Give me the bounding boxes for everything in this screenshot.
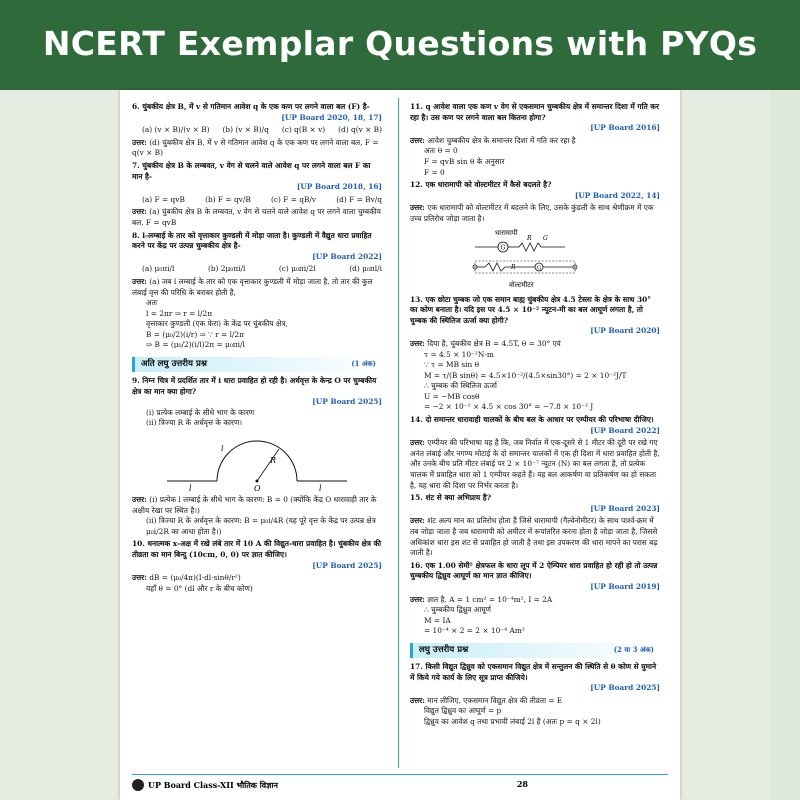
left-column: 6. चुंबकीय क्षेत्र B, में v से गतिमान आवेश q के एक कण पर लगने वाला बल (F) है- [UP Board 2020, 18, 17] (a) (v × B)/(v × B) (b) (v × B)/q (c) q(B × v) (d) q(v × B) उत्तर: (d) चुंबकीय क्षेत्र B, में v से गतिमान आवेश q के एक कण पर लगने वाला बल, F = q(v × B) 7. चुंबकीय क्षेत्र B के लम्बवत, v वेग से चलने वाले आवेश q पर लगने वाला बल F का मान है- [UP Board 2018, 16] (a) F = qvB (b) F = qv/B (c) F = qB/v (d) F = Bv/q उत्तर: (a) चुंबकीय क्षेत्र B के लम्बवत, v वेग से चलने वाले आवेश q पर लगने वाला चुम्बकीय बल, F = qvB 8. l-लम्बाई के तार को वृत्ताकार कुण्डली में मोड़ा जाता है। कुण्डली में वैद्युत धारा प्रवाहित करने पर केंद्र पर उत्पन्न चुम्बकीय क्षेत्र है- [UP Board 2022] (a) μ₀πi/l (b) 2μ₀πi/l (c) μ₀πi/2l (d) μ₀πl/i उत्तर: (a) जब l लम्बाई के तार को एक वृत्ताकार कुण्डली में मोड़ा जाता है, तो तार की कुल लंबाई वृत्त की परिधि के बराबर होती है, अतः l = 2πr ⇒ r = l/2π वृत्ताकार कुण्डली (एक फेरा) के केंद्र पर चुंबकीय क्षेत्र, B = (μ₀/2)(i/r) ⇒ ∵ r = l/2π ⇒ B = (μ₀/2)(i/l)2π = μ₀πi/l अति लघु उत्तरीय प्रश्न (1 अंक) 9. निम्न चित्र में प्रदर्शित तार में i धारा प्रवाहित हो रही है। अर्धवृत्त के केन्द्र O पर चुम्बकीय क्षेत्र का मान क्या होगा? [UP Board 2025] (i) प्रत्येक लम्बाई के सीधे भाग के कारण (ii) त्रिज्या R के अर्धवृत्त के कारण। R i O l l उत्तर: (i) प्रत्येक l लम्बाई के सीधे भाग के कारण: B = 0 (क्योंकि केंद्र O धारावाही तार के अक्षीय रेखा पर स्थित है।) (ii) त्रिज्या R के अर्धवृत्त के कारण: B = μ₀i/4R (यह पूरे वृत्त के केंद्र पर उत्पन्न क्षेत्र μ₀i/2R का आधा होता है।) 10. धनात्मक x-अक्ष में रखे लंबे तार में 10 A की विद्युत-धारा प्रवाहित है। चुंबकीय क्षेत्र की तीव्रता का मान बिन्दु (10cm, 0, 0) पर ज्ञात कीजिए। [UP Board 2025] उत्तर: dB = (μ₀/4π)(I·dl·sinθ/r²) यहाँ θ = 0° (dl और r के बीच कोण) [132,102,382,593]
options: (a) (v × B)/(v × B) (b) (v × B)/q (c) q(B × v) (d) q(v × B) [142,125,382,135]
answer-8: उत्तर: (a) जब l लम्बाई के तार को एक वृत्ताकार कुण्डली में मोड़ा जाता है, तो तार की कुल लंबाई वृत्त की परिधि के बराबर होती है, [132,276,373,297]
page-number: 28 [516,779,528,789]
answer-7: उत्तर: (a) चुंबकीय क्षेत्र B के लम्बवत, v वेग से चलने वाले आवेश q पर लगने वाला चुम्बकीय बल, F = qvB [132,207,381,227]
answer-15: उत्तर: शंट अल्प मान का प्रतिरोध होता है जिसे धारामापी (गैल्वेनोमीटर) के साथ पार्श्व-क्रम में तब जोड़ा जाता है जब धारामापी को अमीटर में रूपांतरित करना होता है जोड़ा जाता है, जिससे अधिकांश धारा इस शंट से प्रवाहित हो जाती है तथा इस उपकरण की धारा मापने का परास बढ़ जाती है। [410,516,658,558]
answer-10: उत्तर: dB = (μ₀/4π)(I·dl·sinθ/r²) [132,573,241,583]
question-6: 6. चुंबकीय क्षेत्र B, में v से गतिमान आवेश q के एक कण पर लगने वाला बल (F) है- [UP Board 2020, 18, 17] [132,102,382,122]
section-header-short: लघु उत्तरीय प्रश्न (2 या 3 अंक) [410,643,660,658]
svg-text:R: R [527,234,532,242]
question-17: 17. किसी विद्युत द्विध्रुव को एकसमान विद्युत क्षेत्र में सन्तुलन की स्थिति से θ कोण से घुमाने में किये गये कार्य के लिए सूत्र प्राप्त कीजिये। [UP Board 2025] [410,661,660,693]
svg-text:G: G [543,234,548,242]
label-galvanometer: धारामापी [495,228,518,237]
board-ref: [UP Board 2020, 18, 17] [281,112,382,122]
answer-12: उत्तर: एक धारामापी को वोल्टमीटर में बदलने के लिए, उसके कुंडली के साथ श्रेणीक्रम में एक उच्च प्रतिरोध जोड़ा जाता है। [410,203,654,223]
semicircle-wire-figure [157,431,357,493]
label-i: i [221,444,224,454]
label-O: O [254,484,261,494]
board-ref: [UP Board 2019] [590,581,660,591]
question-16: 16. एक 1.00 सेमी² क्षेत्रफल के धारा लूप में 2 ऐम्पियर धारा प्रवाहित हो रही हो तो उत्पन्न चुम्बकीय द्विध्रुव आघूर्ण का मान ज्ञात कीजिए। [UP Board 2019] [410,560,660,591]
board-ref: [UP Board 2025] [312,397,382,407]
board-ref: [UP Board 2018, 16] [296,182,382,192]
banner-title: NCERT Exemplar Questions with PYQs [42,24,758,63]
question-8: 8. l-लम्बाई के तार को वृत्ताकार कुण्डली में मोड़ा जाता है। कुण्डली में वैद्युत धारा प्रवाहित करने पर केंद्र पर उत्पन्न चुम्बकीय क्षेत्र है- [UP Board 2022] [132,230,382,261]
board-ref: [UP Board 2025] [312,560,382,570]
answer-17: उत्तर: मान लीजिए, एकसमान विद्युत क्षेत्र की तीव्रता = E [410,695,563,705]
book-page [120,90,680,800]
board-ref: [UP Board 2022] [590,425,660,435]
answer-16: उत्तर: ज्ञात है, A = 1 cm² = 10⁻⁴m², I = 2A [410,594,553,604]
answer-13: उत्तर: दिया है, चुंबकीय क्षेत्र B = 4.5T, θ = 30° एवं [410,338,561,348]
publisher-logo-icon [132,779,144,791]
board-ref: [UP Board 2020] [590,326,660,336]
question-15: 15. शंट से क्या अभिप्राय है? [UP Board 2023] [410,493,660,513]
page-footer [132,774,668,791]
decorative-stripe [770,90,800,800]
question-9: 9. निम्न चित्र में प्रदर्शित तार में i धारा प्रवाहित हो रही है। अर्धवृत्त के केन्द्र O पर चुम्बकीय क्षेत्र का मान क्या होगा? [UP Board 2025] [132,376,382,407]
svg-text:R: R [511,263,516,271]
question-10: 10. धनात्मक x-अक्ष में रखे लंबे तार में 10 A की विद्युत-धारा प्रवाहित है। चुंबकीय क्षेत्र की तीव्रता का मान बिन्दु (10cm, 0, 0) पर ज्ञात कीजिए। [UP Board 2025] [132,539,382,570]
board-ref: [UP Board 2022, 14] [574,190,660,200]
board-ref: [UP Board 2022] [312,251,382,261]
svg-text:G: G [500,244,506,252]
answer-11: उत्तर: आवेश चुम्बकीय क्षेत्र के समान्तर दिशा में गति कर रहा है [410,135,576,145]
question-13: 13. एक छोटा चुम्बक जो एक समान बाह्य चुंबकीय क्षेत्र 4.5 टेस्ला के क्षेत्र के साथ 30° का कोण बनाता है। यदि इस पर 4.5 × 10⁻² न्यूटन-मी का बल आघूर्ण लगता है, तो चुम्बक की स्थितिज ऊर्जा क्या होगी? [UP Board 2020] [410,294,660,336]
label-l-left: l [189,484,192,494]
question-12: 12. एक धारामापी को वोल्टमीटर में कैसे बदलते है? [UP Board 2022, 14] [410,180,660,200]
question-14: 14. दो समान्तर धारावाही चालकों के बीच बल के आधार पर एम्पीयर की परिभाषा दीजिए। [UP Board 2022] [410,415,660,435]
answer-14: उत्तर: एम्पीयर की परिभाषा यह है कि, जब निर्वात में एक-दूसरे से 1 मीटर की दूरी पर रखे गए अनंत लंबाई और नगण्य मोटाई के दो समान्तर चालकों में एक ही दिशा में धारा प्रवाहित होती है, और उनके बीच प्रति मीटर लंबाई पर 2 × 10⁻⁷ न्यूटन (N) का बल लगता है, तो प्रत्येक चालक में प्रवाहित धारा को 1 एम्पीयर कहते हैं। यह बल आकर्षण या प्रतिकर्षण का हो सकता है, यह धारा की दिशा पर निर्भर करता है। [410,438,660,490]
question-7: 7. चुंबकीय क्षेत्र B के लम्बवत, v वेग से चलने वाले आवेश q पर लगने वाला बल F का मान है- [UP Board 2018, 16] [132,160,382,192]
question-11: 11. q आवेश वाला एक कण v वेग से एकसमान चुम्बकीय क्षेत्र में समान्तर दिशा में गति कर रहा है। उस कण पर लगने वाला बल कितना होगा? [UP Board 2016] [410,102,660,133]
galvanometer-voltmeter-figure [455,227,615,293]
options: (a) μ₀πi/l (b) 2μ₀πi/l (c) μ₀πi/2l (d) μ₀πl/i [142,264,382,274]
label-voltmeter: वोल्टमीटर [509,280,534,289]
label-l-right: l [319,484,322,494]
answer-9: उत्तर: (i) प्रत्येक l लम्बाई के सीधे भाग के कारण: B = 0 (क्योंकि केंद्र O धारावाही तार के अक्षीय रेखा पर स्थित है।) [132,495,377,515]
answer-6: उत्तर: (d) चुंबकीय क्षेत्र B, में v से गतिमान आवेश q के एक कण पर लगने वाला बल, F = q(v × B) [132,137,379,158]
footer-label: UP Board Class-XII भौतिक विज्ञान [148,779,278,790]
column-divider [398,98,399,768]
label-R: R [270,456,277,466]
section-header-very-short: अति लघु उत्तरीय प्रश्न (1 अंक) [132,357,382,372]
banner [0,0,800,90]
board-ref: [UP Board 2016] [590,123,660,133]
svg-text:G: G [537,265,542,272]
board-ref: [UP Board 2025] [590,683,660,693]
right-column: 11. q आवेश वाला एक कण v वेग से एकसमान चुम्बकीय क्षेत्र में समान्तर दिशा में गति कर रहा है। उस कण पर लगने वाला बल कितना होगा? [UP Board 2016] उत्तर: आवेश चुम्बकीय क्षेत्र के समान्तर दिशा में गति कर रहा है अतः θ = 0 F = qvB sin θ के अनुसार F = 0 12. एक धारामापी को वोल्टमीटर में कैसे बदलते है? [UP Board 2022, 14] उत्तर: एक धारामापी को वोल्टमीटर में बदलने के लिए, उसके कुंडली के साथ श्रेणीक्रम में एक उच्च प्रतिरोध जोड़ा जाता है। धारामापी G R G R G वोल्टमीटर 13. एक छोटा चुम्बक जो एक समान बाह्य चुंबकीय क्षेत्र 4.5 टेस्ला के क्षेत्र के साथ 30° का कोण बनाता है। यदि इस पर 4.5 × 10⁻² न्यूटन-मी का बल आघूर्ण लगता है, तो चुम्बक की स्थितिज ऊर्जा क्या होगी? [UP Board 2020] उत्तर: दिया है, चुंबकीय क्षेत्र B = 4.5T, θ = 30° एवं τ = 4.5 × 10⁻²N-m ∵ τ = MB sin θ M = τ/(B sinθ) = 4.5×10⁻²/(4.5×sin30°) = 2 × 10⁻²J/T ∴ चुम्बक की स्थितिज ऊर्जा U = −MB cosθ = −2 × 10⁻² × 4.5 × cos 30° = −7.8 × 10⁻² J 14. दो समान्तर धारावाही चालकों के बीच बल के आधार पर एम्पीयर की परिभाषा दीजिए। [UP Board 2022] उत्तर: एम्पीयर की परिभाषा यह है कि, जब निर्वात में एक-दूसरे से 1 मीटर की दूरी पर रखे गए अनंत लंबाई और नगण्य मोटाई के दो समान्तर चालकों में एक ही दिशा में धारा प्रवाहित होती है, और उनके बीच प्रति मीटर लंबाई पर 2 × 10⁻⁷ न्यूटन (N) का बल लगता है, तो प्रत्येक चालक में प्रवाहित धारा को 1 एम्पीयर कहते हैं। यह बल आकर्षण या प्रतिकर्षण का हो सकता है, यह धारा की दिशा पर निर्भर करता है। 15. शंट से क्या अभिप्राय है? [UP Board 2023] उत्तर: शंट अल्प मान का प्रतिरोध होता है जिसे धारामापी (गैल्वेनोमीटर) के साथ पार्श्व-क्रम में तब जोड़ा जाता है जब धारामापी को अमीटर में रूपांतरित करना होता है जोड़ा जाता है, जिससे अधिकांश धारा इस शंट से प्रवाहित हो जाती है तथा इस उपकरण की धारा मापने का परास बढ़ जाती है। 16. एक 1.00 सेमी² क्षेत्रफल के धारा लूप में 2 ऐम्पियर धारा प्रवाहित हो रही हो तो उत्पन्न चुम्बकीय द्विध्रुव आघूर्ण का मान ज्ञात कीजिए। [UP Board 2019] उत्तर: ज्ञात है, A = 1 cm² = 10⁻⁴m², I = 2A ∴ चुम्बकीय द्विध्रुव आघूर्ण M = IA = 10⁻⁴ × 2 = 2 × 10⁻⁴ Am² लघु उत्तरीय प्रश्न (2 या 3 अंक) 17. किसी विद्युत द्विध्रुव को एकसमान विद्युत क्षेत्र में सन्तुलन की स्थिति से θ कोण से घुमाने में किये गये कार्य के लिए सूत्र प्राप्त कीजिये। [UP Board 2025] उत्तर: मान लीजिए, एकसमान विद्युत क्षेत्र की तीव्रता = E विद्युत द्विध्रुव का आघूर्ण = p द्विध्रुव का आवेश q तथा प्रभावी लंबाई 2l है (अतः p = q × 2l) [410,102,660,726]
board-ref: [UP Board 2023] [590,503,660,513]
options: (a) F = qvB (b) F = qv/B (c) F = qB/v (d) F = Bv/q [142,194,382,204]
